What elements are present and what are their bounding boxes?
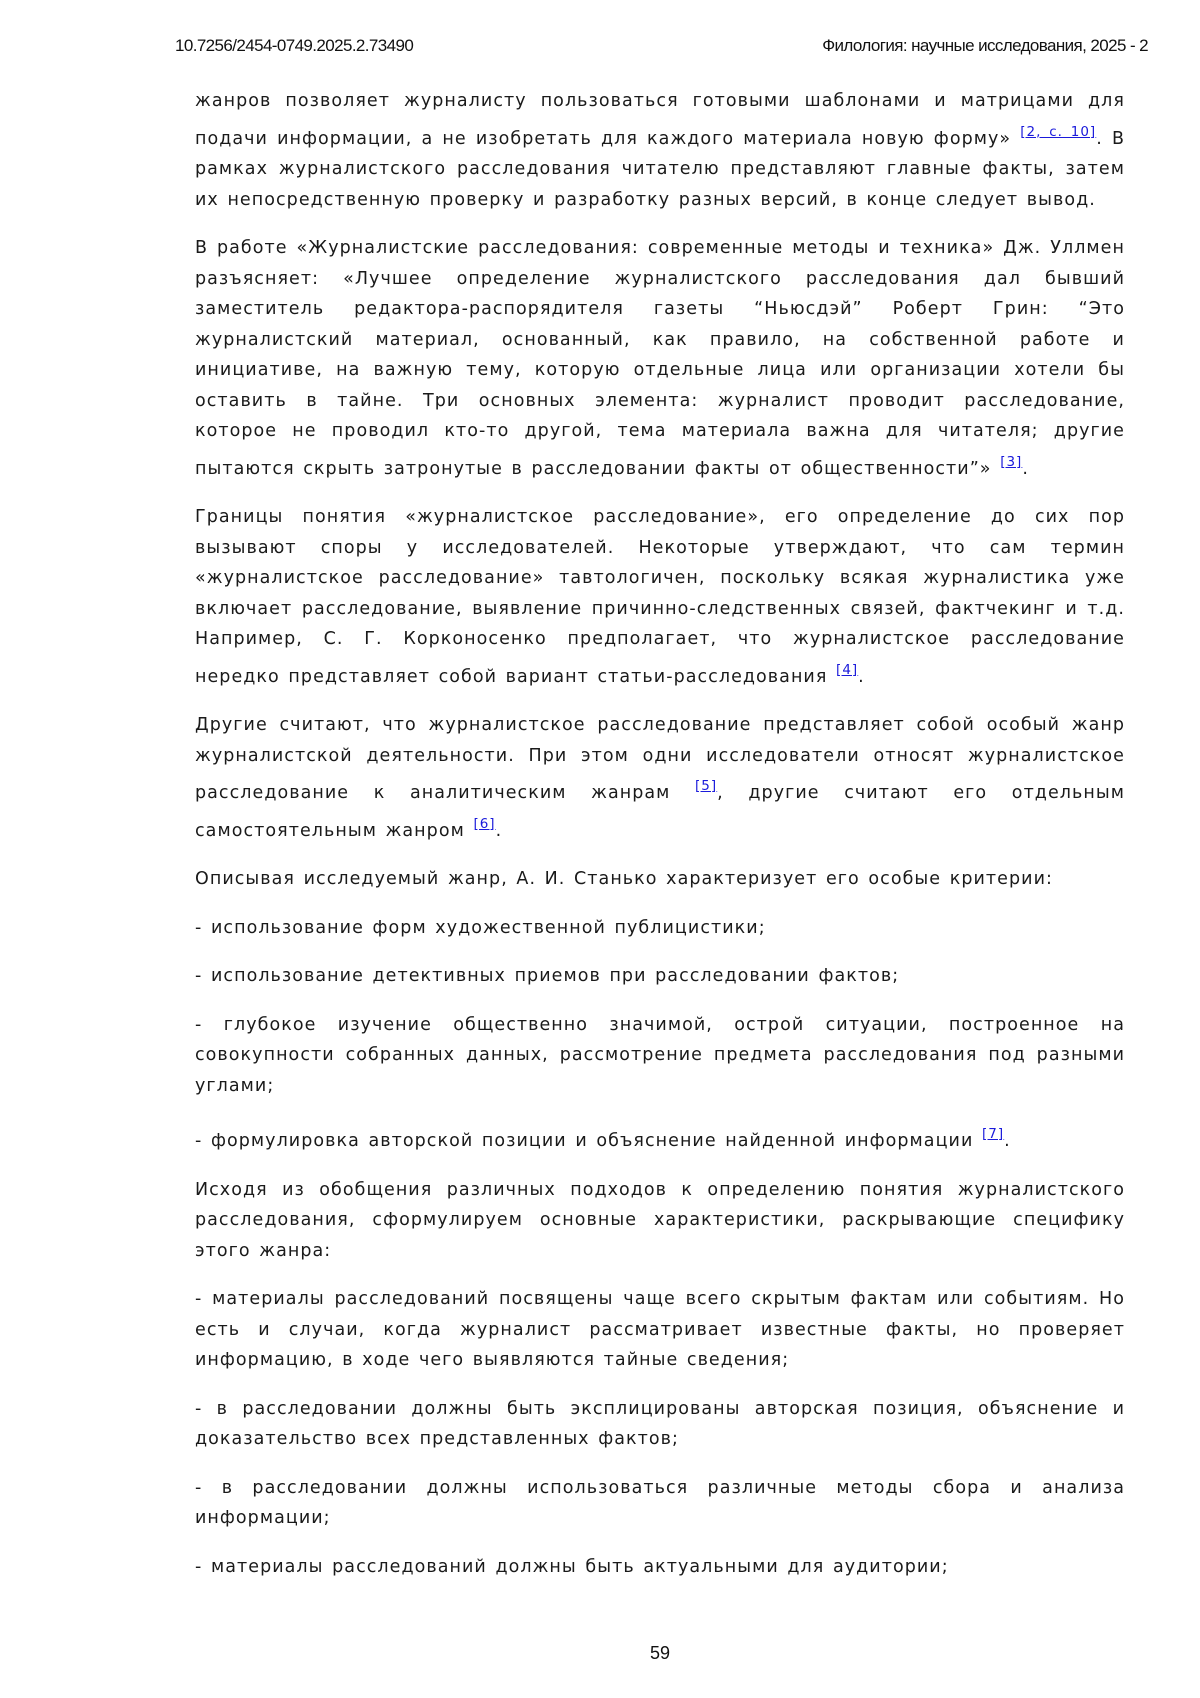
citation-link[interactable]: [2, с. 10] [1020,123,1097,140]
page-number: 59 [649,1643,671,1663]
citation-link[interactable]: [5] [695,778,718,794]
citation-link[interactable]: [3] [1000,453,1023,470]
list-item: - в расследовании должны быть эксплицированы авторская позиция, объяснение и доказательство всех представленных фактов; [195,1398,1125,1449]
paragraph-1: жанров позволяет журналисту пользоваться готовыми шаблонами и матрицами для подачи информации, а не изобретать для каждого материала новую форму» [2, с. 10]. В рамках журналистского расследования читателю представляют главные факты, затем их непосредственную проверку и разработку разных версий, в конце следует вывод. [195,91,1125,210]
paragraph-2: В работе «Журналистские расследования: современные методы и техника» Дж. Уллмен разъясняет: «Лучшее определение журналистского расследования дал бывший заместитель редактора-распорядителя газеты “Ньюсдэй” Роберт Грин: “Это журналистский материал, основанный, как правило, на собственной работе и инициативе, на важную тему, которую отдельные лица или организации хотели бы оставить в тайне. Три основных элемента: журналист проводит расследование, которое не проводил кто-то другой, тема материала важна для читателя; другие пытаются скрыть затронутые в расследовании факты от общественности”» [3]. [195,238,1125,479]
citation-link[interactable]: [6] [473,815,496,832]
paragraph-5: Описывая исследуемый жанр, А. И. Станько характеризует его особые критерии: [195,869,1053,889]
list-item: - глубокое изучение общественно значимой, острой ситуации, построенное на совокупности собранных данных, рассмотрение предмета расследования под разными углами; [195,1014,1125,1096]
journal-header: Филология: научные исследования, 2025 - 2 [822,36,1148,55]
paragraph-4: Другие считают, что журналистское расследование представляет собой особый жанр журналистской деятельности. При этом одни исследователи относят журналистское расследование к аналитическим жанрам [5], другие считают его отдельным самостоятельным жанром [6]. [195,715,1125,841]
paragraph-6: Исходя из обобщения различных подходов к определению понятия журналистского расследования, сформулируем основные характеристики, раскрывающие специфику этого жанра: [195,1179,1125,1261]
list-item: - материалы расследований должны быть актуальными для аудитории; [195,1556,949,1577]
article-body [195,86,1125,1582]
list-item: - в расследовании должны использоваться различные методы сбора и анализа информации; [195,1477,1125,1528]
list-item: - использование форм художественной публицистики; [195,917,766,938]
citation-link[interactable]: [7] [982,1126,1005,1142]
list-item: - формулировка авторской позиции и объяснение найденной информации [7]. [195,1126,1011,1151]
doi-header: 10.7256/2454-0749.2025.2.73490 [175,36,414,55]
citation-link[interactable]: [4] [836,661,859,678]
paragraph-3: Границы понятия «журналистское расследование», его определение до сих пор вызывают споры у исследователей. Некоторые утверждают, что сам термин «журналистское расследование» тавтологичен, поскольку всякая журналистика уже включает расследование, выявление причинно-следственных связей, фактчекинг и т.д. Например, С. Г. Корконосенко предполагает, что журналистское расследование нередко представляет собой вариант статьи-расследования [4]. [195,507,1125,687]
list-item: - материалы расследований посвящены чаще всего скрытым фактам или событиям. Но есть и случаи, когда журналист рассматривает известные факты, но проверяет информацию, в ходе чего выявляются тайные сведения; [195,1289,1125,1370]
list-item: - использование детективных приемов при расследовании фактов; [195,966,900,986]
